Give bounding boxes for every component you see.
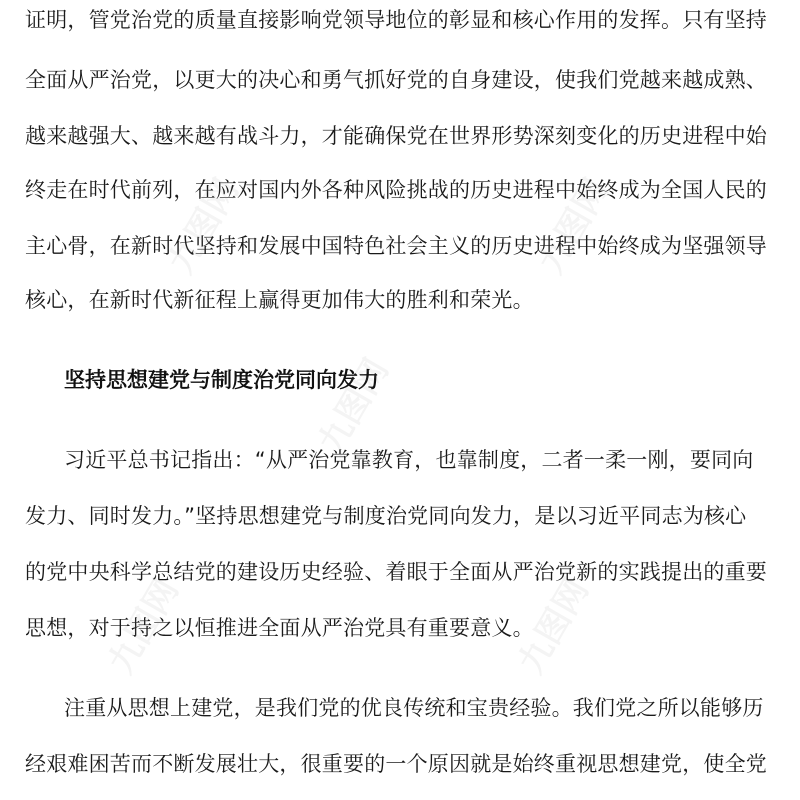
watermark: 九图网: [311, 352, 397, 461]
paragraph-line: 经艰难困苦而不断发展壮大，很重要的一个原因就是始终重视思想建党，使全党: [25, 752, 767, 776]
watermark: 九图网: [511, 572, 597, 681]
paragraph-line: 终走在时代前列，在应对国内外各种风险挑战的历史进程中始终成为全国人民的: [25, 178, 767, 202]
paragraph-line: 的党中央科学总结党的建设历史经验、着眼于全面从严治党新的实践提出的重要: [25, 560, 767, 584]
paragraph-line: 全面从严治党，以更大的决心和勇气抓好党的自身建设，使我们党越来越成熟、: [25, 68, 767, 92]
paragraph-line: 注重从思想上建党，是我们党的优良传统和宝贵经验。我们党之所以能够历: [64, 696, 764, 720]
watermark: 九图网: [531, 172, 617, 281]
watermark: 九图网: [101, 572, 187, 681]
paragraph-line: 越来越强大、越来越有战斗力，才能确保党在世界形势深刻变化的历史进程中始: [25, 124, 767, 148]
paragraph-line: 发力、同时发力。”坚持思想建党与制度治党同向发力，是以习近平同志为核心: [25, 504, 747, 528]
paragraph-line: 核心，在新时代新征程上赢得更加伟大的胜利和荣光。: [25, 288, 534, 312]
paragraph-line: 习近平总书记指出：“从严治党靠教育，也靠制度，二者一柔一刚，要同向: [64, 448, 754, 472]
paragraph-line: 思想，对于持之以恒推进全面从严治党具有重要意义。: [25, 616, 534, 640]
paragraph-line: 证明，管党治党的质量直接影响党领导地位的彰显和核心作用的发挥。只有坚持: [25, 8, 767, 32]
watermark: 九图网: [161, 172, 247, 281]
paragraph-line: 主心骨，在新时代坚持和发展中国特色社会主义的历史进程中始终成为坚强领导: [25, 234, 767, 258]
section-heading: 坚持思想建党与制度治党同向发力: [64, 368, 379, 392]
